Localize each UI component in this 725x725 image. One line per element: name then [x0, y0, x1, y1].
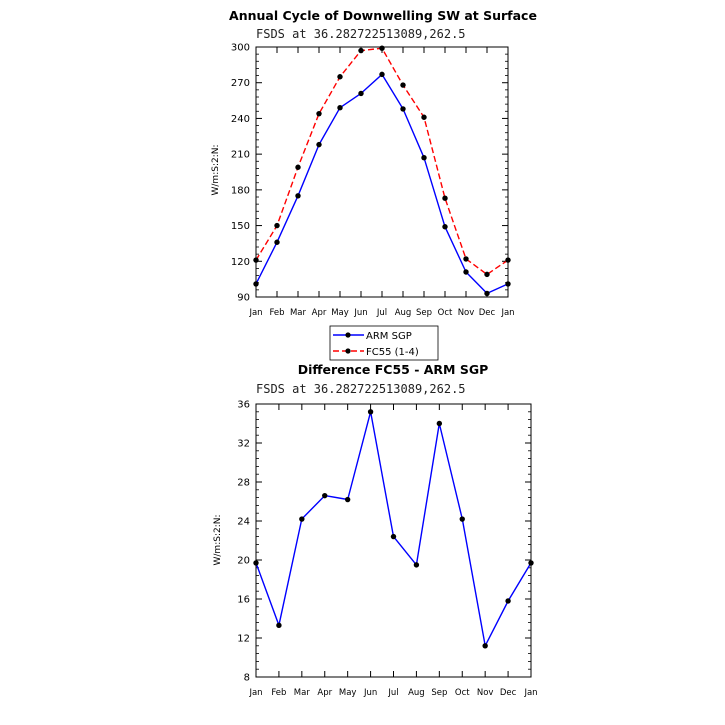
data-point-s0-11	[484, 291, 489, 296]
data-point-s0-7	[414, 562, 419, 567]
data-point-s0-8	[421, 155, 426, 160]
x-tick-label: Apr	[311, 308, 327, 318]
legend-label-arm: ARM SGP	[366, 331, 412, 342]
data-point-s0-5	[358, 91, 363, 96]
x-tick-label: Jan	[249, 308, 263, 318]
data-point-s1-9	[442, 195, 447, 200]
y-tick-label: 36	[237, 399, 250, 411]
data-point-s0-3	[316, 142, 321, 147]
data-point-s0-10	[482, 643, 487, 648]
data-points	[253, 409, 533, 648]
plot-frame	[256, 47, 508, 297]
data-point-s1-10	[463, 256, 468, 261]
x-tick-label: May	[331, 308, 349, 318]
x-tick-label: Nov	[457, 308, 475, 318]
series-line-0	[256, 74, 508, 293]
legend-marker-arm	[345, 332, 350, 337]
data-point-s1-8	[421, 115, 426, 120]
x-tick-label: Aug	[408, 688, 425, 698]
data-point-s1-1	[274, 223, 279, 228]
x-tick-labels	[248, 308, 514, 318]
data-point-s1-7	[400, 82, 405, 87]
y-tick-labels	[231, 43, 250, 304]
x-tick-label: Dec	[499, 688, 517, 698]
x-tick-label: May	[338, 688, 357, 698]
y-tick-label: 24	[237, 516, 250, 528]
y-tick-label: 270	[230, 78, 250, 90]
data-point-s0-10	[463, 269, 468, 274]
y-tick-label: 150	[230, 221, 250, 233]
y-tick-label: 20	[237, 555, 250, 567]
data-point-s1-2	[295, 165, 300, 170]
data-point-s1-6	[379, 45, 384, 50]
y-tick-label: 28	[237, 477, 250, 489]
legend-marker-fc55	[345, 348, 350, 353]
data-point-s0-9	[460, 516, 465, 521]
x-tick-label: Jun	[363, 688, 378, 698]
data-point-s0-11	[505, 598, 510, 603]
x-tick-labels	[248, 688, 537, 698]
data-point-s0-2	[295, 193, 300, 198]
data-point-s0-3	[322, 493, 327, 498]
x-tick-label: Jul	[376, 308, 388, 318]
x-tick-label: Jan	[524, 688, 538, 698]
data-point-s0-4	[337, 105, 342, 110]
x-tick-label: Jan	[501, 308, 515, 318]
series-lines	[256, 412, 531, 646]
x-tick-label: Mar	[293, 688, 310, 698]
x-tick-label: Jun	[354, 308, 368, 318]
x-tick-label: Oct	[437, 308, 453, 318]
x-tick-label: Nov	[476, 688, 494, 698]
data-point-s0-7	[400, 106, 405, 111]
chart-title: Difference FC55 - ARM SGP	[297, 362, 489, 377]
data-point-s1-4	[337, 74, 342, 79]
x-tick-label: Jul	[388, 688, 399, 698]
data-point-s0-5	[368, 409, 373, 414]
data-point-s0-8	[437, 421, 442, 426]
x-tick-label: Sep	[415, 308, 433, 318]
y-axis-label: W/m:S:2:N:	[211, 144, 221, 196]
annual-cycle-chart	[211, 8, 537, 318]
x-tick-label: Sep	[431, 688, 448, 698]
x-tick-label: Feb	[271, 688, 287, 698]
x-tick-label: Aug	[394, 308, 412, 318]
y-tick-label: 240	[230, 113, 250, 125]
chart-subtitle: FSDS at 36.282722513089,262.5	[256, 27, 466, 41]
y-tick-labels	[237, 400, 250, 684]
data-point-s1-3	[316, 111, 321, 116]
legend	[330, 326, 438, 360]
data-point-s1-11	[484, 272, 489, 277]
data-point-s0-1	[274, 240, 279, 245]
series-lines	[256, 48, 508, 293]
y-tick-label: 12	[237, 633, 250, 645]
data-point-s0-4	[345, 497, 350, 502]
difference-chart	[213, 362, 538, 698]
x-tick-label: Feb	[269, 308, 285, 318]
x-tick-label: Oct	[454, 688, 470, 698]
chart-title: Annual Cycle of Downwelling SW at Surface	[229, 8, 537, 23]
y-tick-label: 180	[230, 185, 250, 197]
data-point-s0-9	[442, 224, 447, 229]
y-tick-label: 90	[237, 292, 250, 304]
y-tick-label: 32	[237, 438, 250, 450]
x-tick-label: Dec	[478, 308, 496, 318]
data-point-s0-6	[391, 534, 396, 539]
data-point-s0-2	[299, 516, 304, 521]
chart-subtitle: FSDS at 36.282722513089,262.5	[256, 382, 466, 396]
y-tick-label: 16	[237, 594, 250, 606]
y-axis-label: W/m:S:2:N:	[213, 514, 223, 566]
data-point-s0-1	[276, 623, 281, 628]
data-points	[253, 45, 510, 296]
y-tick-label: 210	[230, 149, 250, 161]
x-tick-label: Jan	[249, 688, 263, 698]
legend-label-fc55: FC55 (1-4)	[366, 347, 419, 358]
y-tick-label: 8	[243, 672, 250, 684]
series-line-0	[256, 412, 531, 646]
data-point-s0-6	[379, 72, 384, 77]
y-tick-label: 120	[230, 256, 250, 268]
data-point-s1-5	[358, 48, 363, 53]
y-tick-label: 300	[230, 42, 250, 54]
x-tick-label: Mar	[289, 308, 307, 318]
axis-ticks	[256, 47, 508, 297]
series-line-1	[256, 48, 508, 274]
x-tick-label: Apr	[317, 688, 333, 698]
